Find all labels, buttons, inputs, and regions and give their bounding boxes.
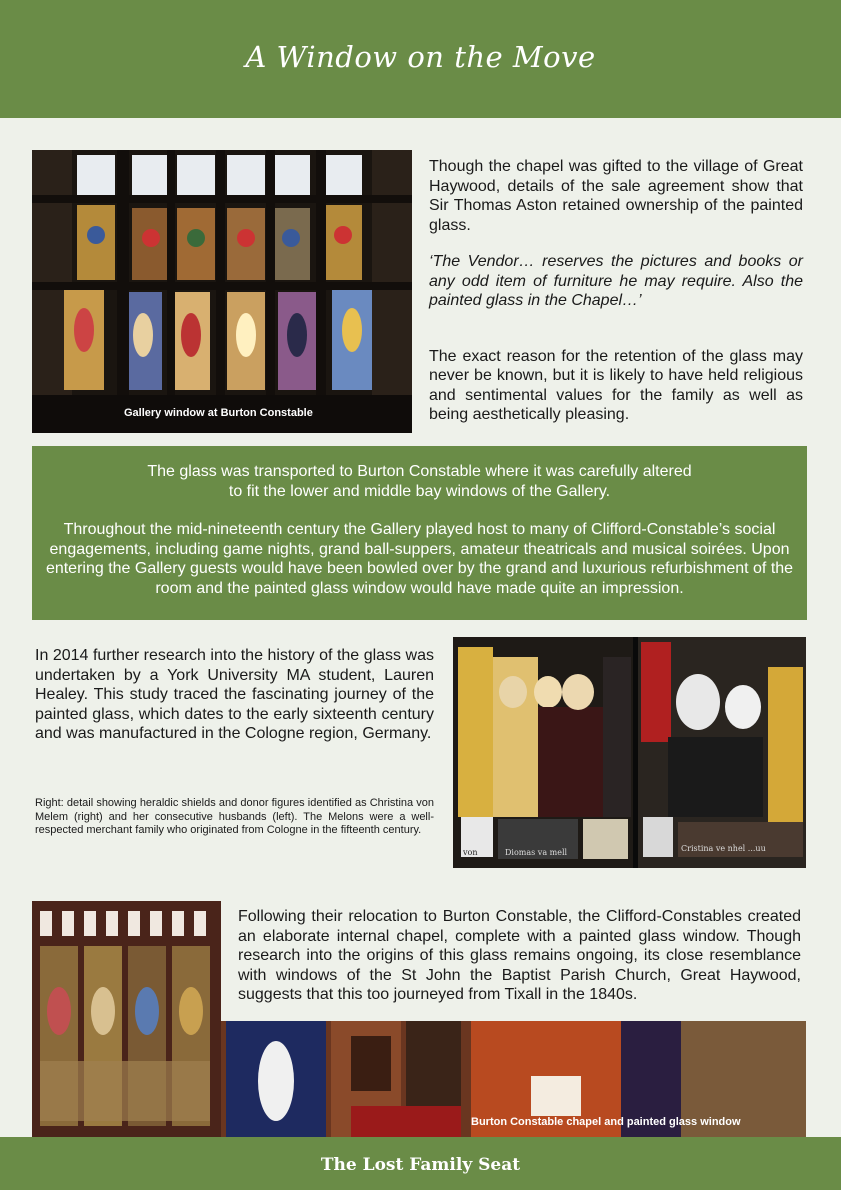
- gallery-window-caption: Gallery window at Burton Constable: [124, 407, 313, 419]
- chapel-window-photo: [32, 901, 221, 1137]
- gallery-window-photo: [32, 150, 412, 433]
- page-header: [0, 0, 841, 118]
- chapel-window-illustration: [32, 901, 221, 1137]
- section1-quote: ‘The Vendor… reserves the pictures and books or any odd item of furniture he may require. Also the painted glass in the Chapel…’: [429, 253, 803, 309]
- banner-para2: Throughout the mid-nineteenth century the Gallery played host to many of Clifford-Constable’s social engagements, including game nights, grand ball-suppers, amateur theatricals and musical soirées. Upon entering the Gallery guests would have been bowled over by the grand and luxurious refurbishment of the room and the painted glass window would have made quite an impression.: [45, 521, 794, 597]
- section1-para1: Though the chapel was gifted to the village of Great Haywood, details of the sale agreement show that Sir Thomas Aston retained ownership of the painted glass.: [429, 158, 803, 234]
- section3-text: Following their relocation to Burton Constable, the Clifford-Constables created an elaborate internal chapel, complete with a painted glass window. Though research into the origins of this glass remains ongoing, its close resemblance with windows of the St John the Baptist Parish Church, Great Haywood, suggests that this too journeyed from Tixall in the 1840s.: [238, 908, 801, 1003]
- chapel-caption: Burton Constable chapel and painted glass window: [471, 1116, 741, 1128]
- donor-panels-photo: [453, 637, 806, 868]
- panel-left-label-2: Diomas va mell: [505, 848, 568, 857]
- banner-para1: The glass was transported to Burton Constable where it was carefully altered to fit the lower and middle bay windows of the Gallery.: [147, 463, 692, 500]
- donor-panels-illustration: [453, 637, 806, 868]
- section2-note: Right: detail showing heraldic shields and donor figures identified as Christina von Melem (right) and her consecutive husbands (left). The Melons were a well-respected merchant family who originated from Cologne in the fifteenth century.: [35, 797, 434, 836]
- section1-para2: The exact reason for the retention of the glass may never be known, but it is likely to have held religious and sentimental values for the family as well as being aesthetically pleasing.: [429, 347, 803, 423]
- section1-text: [429, 157, 803, 442]
- green-banner: [32, 446, 807, 620]
- chapel-interior-photo: [221, 1021, 806, 1137]
- page-footer: [0, 1137, 841, 1190]
- panel-left-label-1: von: [463, 848, 478, 857]
- panel-right-label: Cristina ve nhel ...uu: [681, 844, 766, 853]
- section2-text: In 2014 further research into the history of the glass was undertaken by a York University MA student, Lauren Healey. This study traced the fascinating journey of the painted glass, which dates to the early sixteenth century and was manufactured in the Cologne region, Germany.: [35, 647, 434, 742]
- gallery-window-illustration: [32, 150, 412, 433]
- page-title: A Window on the Move: [245, 40, 596, 74]
- footer-title: The Lost Family Seat: [320, 1155, 521, 1175]
